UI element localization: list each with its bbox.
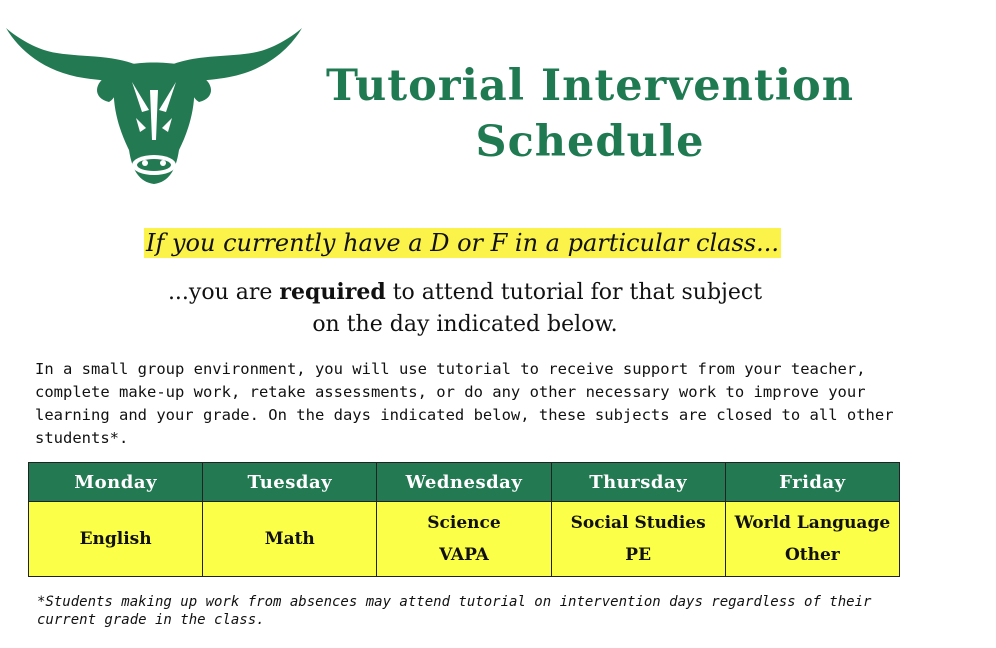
subject: Math [264, 529, 315, 549]
day-header-monday: Monday [29, 463, 203, 502]
title-line-2: Schedule [475, 117, 705, 167]
subject: World Language [734, 513, 891, 533]
title-line-1: Tutorial Intervention [325, 61, 854, 111]
subject: PE [625, 545, 652, 565]
subject: English [79, 529, 152, 549]
subjects-friday [725, 502, 899, 577]
requirement-line-2: on the day indicated below. [312, 312, 618, 337]
day-header-tuesday: Tuesday [203, 463, 377, 502]
requirement-text [120, 276, 810, 341]
schedule-table [28, 462, 900, 577]
page-title [270, 58, 910, 170]
longhorn-steer-icon [4, 20, 304, 188]
highlighted-condition: If you currently have a D or F in a particular class... [146, 229, 779, 257]
subjects-tuesday [203, 502, 377, 577]
subject: VAPA [439, 545, 489, 565]
day-header-wednesday: Wednesday [377, 463, 551, 502]
schedule-subject-row [29, 502, 900, 577]
subject: Other [784, 545, 840, 565]
subjects-wednesday [377, 502, 551, 577]
day-header-thursday: Thursday [551, 463, 725, 502]
subjects-thursday [551, 502, 725, 577]
schedule-header-row [29, 463, 900, 502]
requirement-prefix: ...you are [167, 280, 273, 305]
subjects-monday [29, 502, 203, 577]
subject: Science [427, 513, 501, 533]
requirement-suffix: to attend tutorial for that subject [392, 280, 763, 305]
subject: Social Studies [570, 513, 706, 533]
footnote: *Students making up work from absences may attend tutorial on intervention days regardless of their current grade in the class. [37, 594, 872, 628]
requirement-emphasis: required [279, 279, 386, 305]
day-header-friday: Friday [725, 463, 899, 502]
intro-paragraph: In a small group environment, you will use tutorial to receive support from your teacher, complete make-up work, retake assessments, or do any other necessary work to improve your learning and your grade. On the days indicated below, these subjects are closed to all other students*. [35, 360, 894, 447]
